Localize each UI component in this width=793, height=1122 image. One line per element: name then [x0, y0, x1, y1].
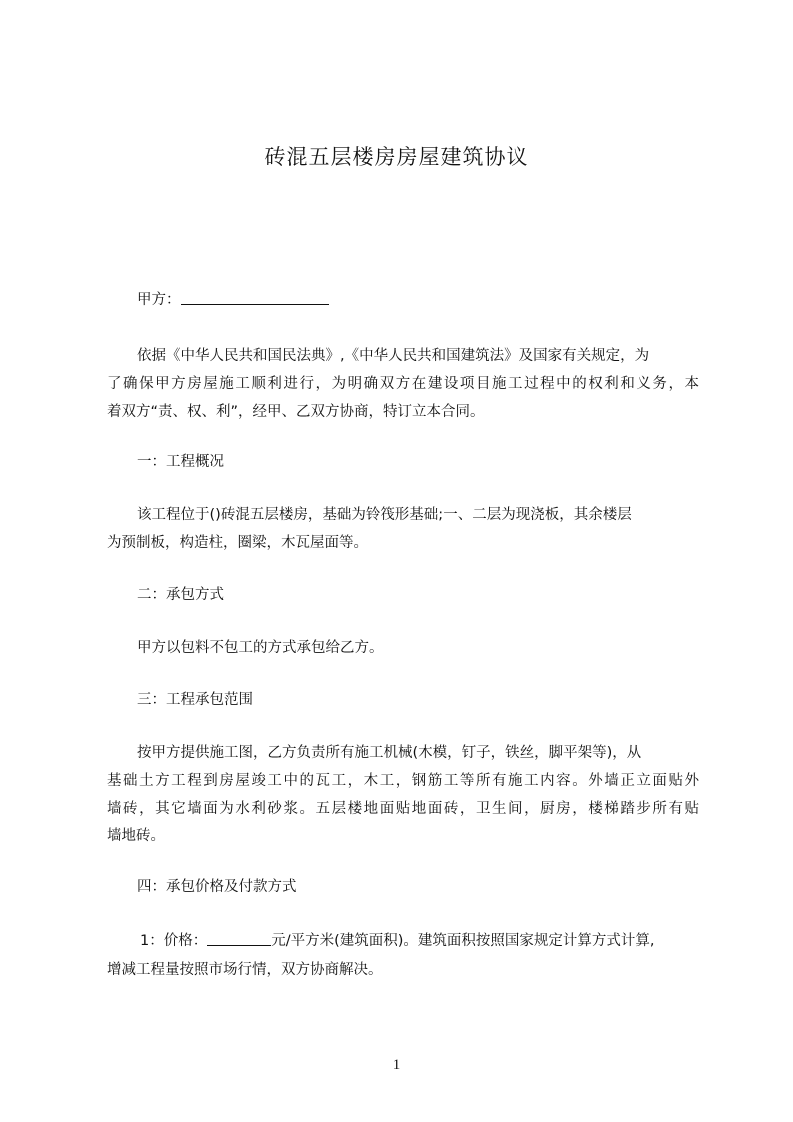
section-4-line-2: 增减工程量按照市场行情，双方协商解决。 — [107, 962, 383, 978]
page-number: 1 — [392, 1057, 401, 1073]
section-1-line-2: 为预制板，构造柱，圈梁，木瓦屋面等。 — [107, 535, 368, 551]
section-4-heading: 四：承包价格及付款方式 — [137, 879, 297, 895]
party-a-line — [137, 290, 329, 310]
price-rest: 元/平方米(建筑面积)。建筑面积按照国家规定计算方式计算, — [271, 933, 655, 949]
section-2-line-1: 甲方以包料不包工的方式承包给乙方。 — [137, 640, 384, 656]
section-3-line-2: 基础土方工程到房屋竣工中的瓦工，木工，钢筋工等所有施工内容。外墙正立面贴外 — [107, 773, 699, 789]
intro-line-2: 了确保甲方房屋施工顺利进行，为明确双方在建设项目施工过程中的权利和义务，本 — [107, 376, 699, 392]
price-label: 1：价格： — [140, 933, 208, 949]
intro-line-1: 依据《中华人民共和国民法典》,《中华人民共和国建筑法》及国家有关规定，为 — [137, 348, 650, 364]
intro-line-3: 着双方“责、权、利”，经甲、乙双方协商，特订立本合同。 — [107, 404, 485, 420]
section-3-line-1: 按甲方提供施工图，乙方负责所有施工机械(木模，钉子，铁丝，脚平架等)，从 — [137, 745, 642, 761]
section-3-line-4: 墙地砖。 — [107, 828, 165, 844]
party-a-blank — [181, 290, 329, 305]
section-1-heading: 一：工程概况 — [137, 454, 224, 470]
price-blank — [207, 931, 271, 946]
section-4-price-line — [140, 931, 655, 951]
document-title: 砖混五层楼房房屋建筑协议 — [264, 145, 529, 169]
section-3-line-3: 墙砖，其它墙面为水利砂浆。五层楼地面贴地面砖，卫生间，厨房，楼梯踏步所有贴 — [107, 801, 699, 817]
section-2-heading: 二：承包方式 — [137, 587, 224, 603]
section-1-line-1: 该工程位于()砖混五层楼房，基础为铃筏形基础;一、二层为现浇板，其余楼层 — [137, 507, 632, 523]
party-a-label: 甲方： — [137, 292, 181, 308]
section-3-heading: 三：工程承包范围 — [137, 692, 253, 708]
